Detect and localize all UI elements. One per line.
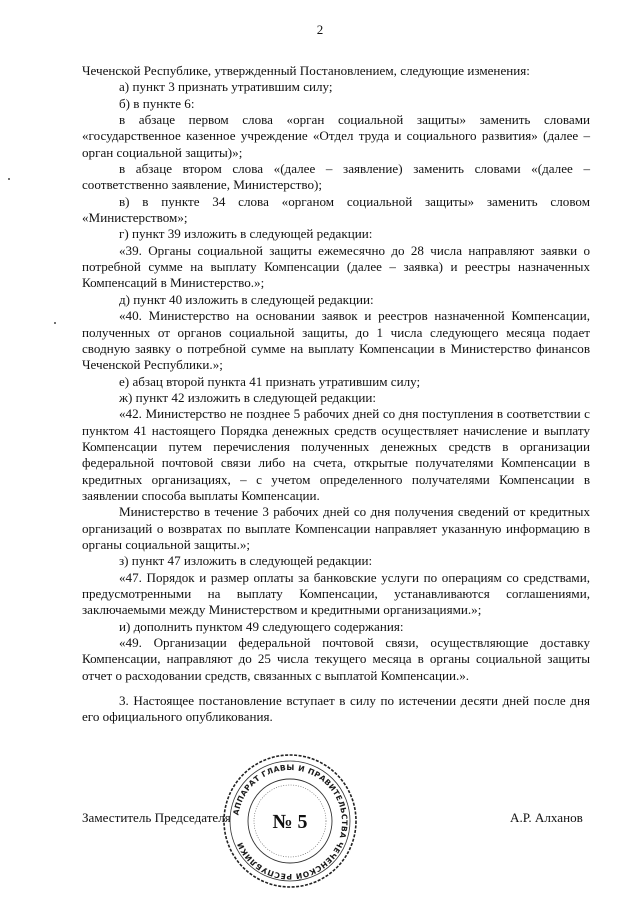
paragraph: «47. Порядок и размер оплаты за банковские услуги по операциям со средствами, предусмотренными на выплату Компенсации, устанавливаются соглашениями, заключаемыми между Министерством и кредитными организациями.»; — [82, 569, 590, 618]
paragraph: 3. Настоящее постановление вступает в силу по истечении десяти дней после дня его официального опубликования. — [82, 693, 590, 725]
page-number: 2 — [316, 22, 324, 37]
signature-position: Заместитель Председателя — [82, 810, 231, 825]
paragraph: в абзаце первом слова «орган социальной защиты» заменить словами «государственное казенное учреждение «Отдел труда и социального развития» (далее – орган социальной защиты)»; — [82, 112, 590, 160]
paragraph: «49. Организации федеральной почтовой связи, осуществляющие доставку Компенсации, направляют до 25 числа текущего месяца в органы социальной защиты отчет о расходовании средств, связанных с выплатой Компенсации.». — [82, 635, 590, 683]
paragraph: «40. Министерство на основании заявок и реестров назначенной Компенсации, полученных от органов социальной защиты, до 1 числа следующего месяца подает сводную заявку о потребной сумме на выплату Компенсации в Министерство финансов Чеченской Республики.»; — [82, 308, 590, 373]
paragraph: в абзаце втором слова «(далее – заявление) заменить словами «(далее – соответственно заявление, Министерство); — [82, 161, 590, 193]
paragraph: и) дополнить пунктом 49 следующего содержания: — [119, 618, 404, 634]
paragraph: а) пункт 3 признать утратившим силу; — [119, 79, 333, 95]
scan-speck — [8, 178, 10, 180]
paragraph: Чеченской Республике, утвержденный Постановлением, следующие изменения: — [82, 63, 530, 78]
document-body — [82, 63, 590, 726]
scan-speck — [54, 322, 56, 324]
paragraph: з) пункт 47 изложить в следующей редакции: — [119, 553, 373, 569]
paragraph: б) в пункте 6: — [119, 95, 195, 111]
paragraph: «42. Министерство не позднее 5 рабочих дней со дня поступления в соответствии с пунктом 41 настоящего Порядка денежных средств осуществляет начисление и выплату Компенсации путем перечисления полученных денежных средств в организации федеральной почтовой связи либо на счета, открытые получателями Компенсации в кредитных организациях, – с учетом определенного получателями Компенсации в заявлении способа выплаты Компенсации. — [82, 406, 590, 503]
paragraph: е) абзац второй пункта 41 признать утратившим силу; — [119, 373, 421, 389]
paragraph: Министерство в течение 3 рабочих дней со дня получения сведений от кредитных организаций о возвратах по выплате Компенсации направляет указанную информацию в органы социальной защиты.»; — [82, 504, 590, 552]
signature-name: А.Р. Алханов — [510, 810, 583, 825]
seal-number: № 5 — [272, 811, 308, 833]
paragraph: «39. Органы социальной защиты ежемесячно до 28 числа направляют заявки о потребной сумме на выплату Компенсации (далее – заявка) и реестры назначенных Компенсаций в Министерство.»; — [82, 242, 590, 291]
paragraph: г) пункт 39 изложить в следующей редакции: — [119, 226, 373, 242]
official-seal — [220, 752, 360, 890]
paragraph: ж) пункт 42 изложить в следующей редакции: — [119, 389, 377, 405]
paragraph: д) пункт 40 изложить в следующей редакции: — [119, 291, 374, 307]
seal-ring-text: АППАРАТ ГЛАВЫ И ПРАВИТЕЛЬСТВА ЧЕЧЕНСКОЙ РЕСПУБЛИКИ — [231, 762, 350, 882]
paragraph: в) в пункте 34 слова «органом социальной защиты» заменить словом «Министерством»; — [82, 193, 590, 226]
